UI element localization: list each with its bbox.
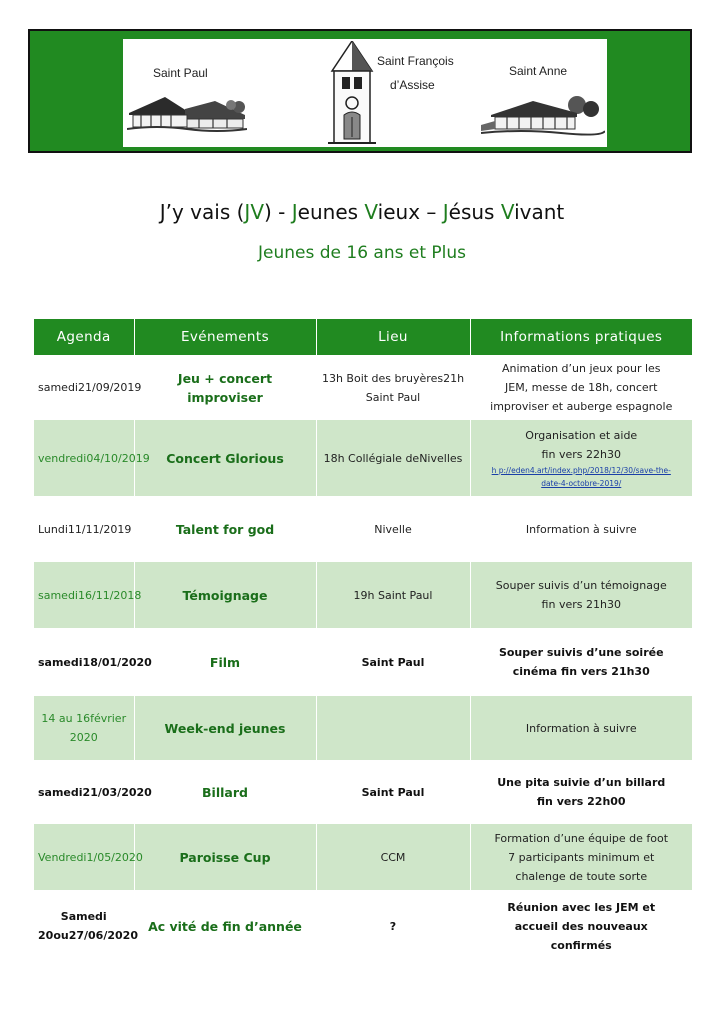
info-text: fin vers 22h30 [541,448,621,461]
info-cell [470,628,692,696]
event-link[interactable]: date-4-octobre-2019/ [541,479,622,488]
date-text: Samedi 20 [38,910,107,942]
lieu-cell [316,760,470,824]
lieu-text: 18h Collégiale de [323,451,420,465]
info-text: Souper suivis d’une soirée [498,646,664,659]
date-text: 16/11/2018 [78,588,142,602]
lieu-text: 21h Saint Paul [365,371,465,404]
info-text: 7 participants minimum et [508,850,655,864]
lieu-cell [316,824,470,890]
title-text: J’y vais ( [159,200,245,224]
date-cell [34,420,150,496]
parish-assise-label: d’Assise [390,78,435,92]
event-cell: Concert Glorious [134,420,316,496]
info-cell [470,562,692,628]
date-text: 27/06/2020 [68,929,138,942]
date-text: 04/10/2019 [86,451,150,465]
table-row [34,496,692,562]
lieu-cell [316,496,470,562]
info-text: Information à suivre [525,721,637,735]
column-header-informations: Informations pratiques [470,319,692,355]
column-header-lieu: Lieu [316,319,470,355]
date-text: 1/05/2020 [86,850,143,864]
info-cell [470,760,692,824]
event-link[interactable]: h p://eden4.art/index.php/2018/12/30/save-the- [491,466,671,475]
date-text: 21/09/2019 [78,381,142,394]
date-text: 21/03/2020 [82,785,152,799]
info-text: confirmés [550,938,612,952]
table-row [34,628,692,696]
table-row [34,824,692,890]
info-cell [470,496,692,562]
title-initial-v: V [500,200,515,224]
saint-francois-tower-drawing [328,41,376,145]
date-text: ou [53,929,69,942]
lieu-text: Saint Paul [361,785,425,799]
info-cell [470,355,692,420]
info-text: JEM, messe de 18h, concert [505,381,658,394]
title-jv: JV [244,200,265,224]
title-text: ieux – [377,200,443,224]
date-cell [34,628,152,696]
event-cell: Talent for god [134,496,316,562]
table-row [34,562,692,628]
table-row [34,420,692,496]
lieu-text: CCM [380,850,406,864]
lieu-text: 13h Boit des bruyères [321,371,444,385]
lieu-text: Nivelles [419,451,463,465]
table-row [34,760,692,824]
lieu-cell [316,890,470,962]
info-text: Une pita suivie d’un billard [497,776,666,789]
lieu-cell [316,562,470,628]
parish-saint-anne-label: Saint Anne [509,64,568,78]
lieu-cell [316,355,470,420]
info-text: cinéma fin vers 21h30 [512,665,650,678]
lieu-cell [316,696,470,760]
event-cell: Jeu + concert improviser [134,355,316,420]
event-cell: Ac vité de fin d’année [134,890,316,962]
title-text: ) - [264,200,292,224]
date-text: 11/11/2019 [67,522,132,536]
date-cell [34,824,143,890]
date-text: 18/01/2020 [82,655,152,669]
date-text: Lundi [38,522,68,536]
page-title [0,200,724,224]
date-cell [34,562,142,628]
info-cell [470,824,692,890]
table-row [34,355,692,420]
date-cell [34,760,152,824]
table-row [34,696,692,760]
info-text: Information à suivre [525,522,637,536]
info-text: chalenge de toute sorte [515,869,648,883]
table-header-row [34,319,692,355]
event-cell: Film [134,628,316,696]
parish-saint-paul-label: Saint Paul [153,66,208,80]
date-text: samedi [38,381,78,394]
title-initial-j: J [442,200,449,224]
event-cell: Billard [134,760,316,824]
info-text: improviser et auberge espagnole [490,400,673,413]
date-cell [34,355,142,420]
saint-paul-church-drawing [127,91,247,133]
lieu-text: ? [389,919,397,933]
page-subtitle: Jeunes de 16 ans et Plus [257,243,467,263]
date-cell [34,890,138,962]
date-text: Vendredi [38,850,87,864]
info-cell [470,890,692,962]
event-cell: Week-end jeunes [134,696,316,760]
info-text: Souper suivis d’un témoignage [495,579,667,592]
date-text: 14 au 16 [41,712,91,725]
lieu-cell [316,420,470,496]
info-text: fin vers 21h30 [541,598,621,611]
agenda-table [34,319,692,962]
header-banner [28,29,692,153]
info-text: Formation d’une équipe de foot [494,831,669,845]
lieu-text: Saint Paul [361,655,425,669]
event-cell: Témoignage [134,562,316,628]
info-text: accueil des nouveaux [514,919,648,933]
event-cell: Paroisse Cup [134,824,316,890]
date-text: samedi [38,785,83,799]
saint-anne-church-drawing [481,95,605,137]
parish-saint-francois-label: Saint François [377,54,454,68]
date-text: samedi [38,655,83,669]
title-text: ivant [514,200,565,224]
title-initial-v: V [364,200,378,224]
info-cell [470,420,692,496]
date-text: février 2020 [69,712,127,744]
info-text: Organisation et aide [525,429,638,442]
date-cell [34,496,134,562]
column-header-evenements: Evénements [134,319,316,355]
info-cell [470,696,692,760]
title-text: eunes [297,200,365,224]
info-text: Réunion avec les JEM et [507,900,656,914]
info-text: fin vers 22h00 [536,795,626,808]
date-text: vendredi [38,451,87,465]
table-row [34,890,692,962]
lieu-text: 19h Saint Paul [353,588,433,602]
title-text: ésus [448,200,501,224]
lieu-text: Nivelle [374,522,412,536]
date-text: samedi [38,588,78,602]
banner-image-panel [123,39,607,147]
column-header-agenda: Agenda [34,319,134,355]
info-text: Animation d’un jeux pour les [501,362,661,375]
date-cell [34,696,134,760]
lieu-cell [316,628,470,696]
title-initial-j: J [291,200,298,224]
